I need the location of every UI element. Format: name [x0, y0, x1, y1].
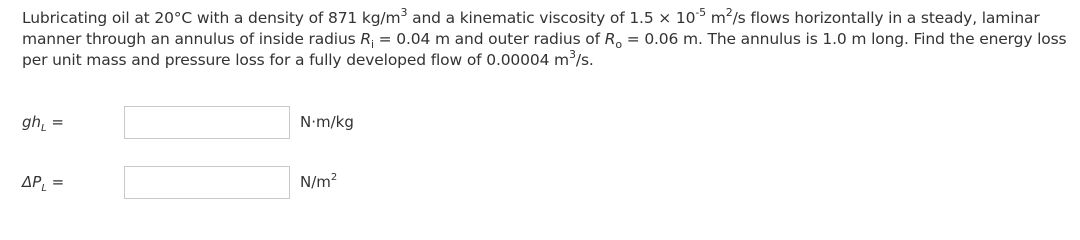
answer-row-pressure-loss: [22, 164, 337, 200]
problem-text-1: Lubricating oil at 20°C with a density of 871 kg/m: [22, 9, 401, 27]
problem-sup-6: 3: [569, 47, 576, 61]
energy-loss-equals: =: [46, 113, 64, 131]
pressure-loss-equals: =: [46, 173, 65, 191]
pressure-loss-unit-sup: 2: [330, 172, 338, 183]
energy-loss-symbol: gh: [22, 113, 42, 131]
inner-radius-subscript: i: [370, 38, 374, 52]
problem-text-3: m: [706, 9, 726, 27]
pressure-loss-label: [22, 173, 124, 194]
energy-loss-input[interactable]: [124, 106, 290, 139]
problem-text-5: = 0.04 m and outer radius of: [373, 30, 605, 48]
problem-text-2: and a kinematic viscosity of 1.5 × 10: [407, 9, 696, 27]
energy-loss-label: [22, 113, 124, 134]
pressure-loss-symbol: ΔP: [22, 173, 42, 191]
inner-radius-symbol: R: [360, 30, 371, 48]
energy-loss-unit: [300, 113, 354, 131]
outer-radius-symbol: R: [604, 30, 616, 48]
pressure-loss-unit: [300, 173, 337, 191]
energy-loss-unit-text: N·m/kg: [300, 113, 354, 131]
problem-sup-1: 3: [400, 5, 408, 19]
problem-statement: [22, 5, 1072, 71]
pressure-loss-subscript: L: [41, 183, 47, 194]
problem-sup-3: 2: [725, 5, 733, 19]
pressure-loss-input[interactable]: [124, 166, 290, 199]
problem-text-4: /s flows horizontally in a steady, laminar manner through an annulus of inside radius: [22, 9, 1040, 48]
answer-row-energy-loss: [22, 104, 354, 140]
problem-sup-2: -5: [695, 5, 707, 19]
energy-loss-subscript: L: [41, 123, 47, 134]
outer-radius-subscript: o: [615, 38, 622, 52]
problem-text-6: = 0.06 m. The annulus is 1.0 m long. Find the energy loss per unit mass and pressure loss for a fully developed flow of 0.00004 m: [22, 30, 1067, 69]
problem-text-7: /s.: [575, 51, 594, 69]
pressure-loss-unit-text: N/m: [300, 173, 331, 191]
